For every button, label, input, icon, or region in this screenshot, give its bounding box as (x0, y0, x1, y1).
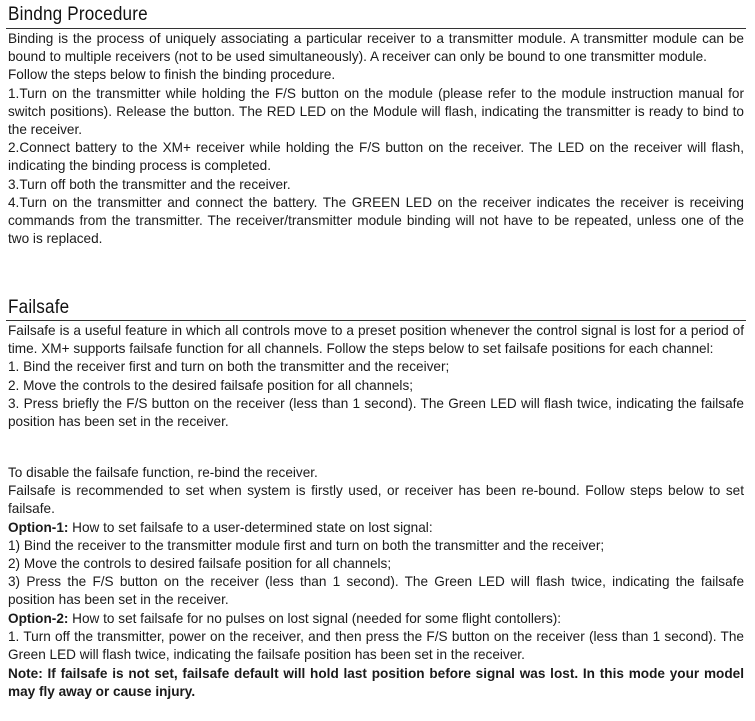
failsafe-body-2 (8, 464, 744, 610)
option1-desc: How to set failsafe to a user-determined state on lost signal: (68, 519, 433, 535)
failsafe-step-1: 1. Bind the receiver first and turn on both the transmitter and the receiver; (8, 359, 450, 375)
option2-heading (8, 610, 744, 628)
option1-heading (8, 519, 744, 537)
failsafe-title: Failsafe (8, 297, 70, 318)
option2-step-1: 1. Turn off the transmitter, power on the receiver, and then press the F/S button on the receiver (less than 1 second). The Green LED will flash twice, indicating the failsafe position has been set in the receiver. (8, 629, 744, 663)
failsafe-step-3: 3. Press briefly the F/S button on the receiver (less than 1 second). The Green LED will flash twice, indicating the failsafe position has been set in the receiver. (8, 395, 744, 430)
failsafe-intro: Failsafe is a useful feature in which all controls move to a preset position whenever the control signal is lost for a period of time. XM+ supports failsafe function for all channels. Follow the steps below to set failsafe positions for each channel: (8, 323, 744, 357)
failsafe-body (8, 322, 744, 431)
option2-label: Option-2: (8, 611, 69, 626)
failsafe-recommend: Failsafe is recommended to set when system is firstly used, or receiver has been re-bound. Follow steps below to set failsafe. (8, 483, 744, 517)
binding-step-2: 2.Connect battery to the XM+ receiver while holding the F/S button on the receiver. The LED on the receiver will flash, indicating the binding process is completed. (8, 140, 744, 174)
binding-intro: Binding is the process of uniquely associating a particular receiver to a transmitter module. A transmitter module can be bound to multiple receivers (not to be used simultaneously). A receiver can only be bound to one transmitter module. (8, 31, 744, 65)
binding-title-rule (6, 28, 746, 29)
option1-step-2: 2) Move the controls to desired failsafe position for all channels; (8, 556, 392, 572)
failsafe-title-rule (6, 320, 746, 321)
binding-step-3: 3.Turn off both the transmitter and the receiver. (8, 176, 291, 192)
binding-follow: Follow the steps below to finish the binding procedure. (8, 67, 336, 83)
binding-body (8, 30, 744, 248)
failsafe-note: Note: If failsafe is not set, failsafe default will hold last position before signal was lost. In this mode your model may fly away or cause injury. (8, 665, 744, 699)
option1-step-1: 1) Bind the receiver to the transmitter module first and turn on both the transmitter and the receiver; (8, 537, 605, 553)
binding-step-1: 1.Turn on the transmitter while holding the F/S button on the module (please refer to the module instruction manual for switch positions). Release the button. The RED LED on the Module will flash, indicating the transmitter is ready to bind to the receiver. (8, 85, 744, 138)
binding-title: Bindng Procedure (8, 4, 148, 25)
failsafe-disable: To disable the failsafe function, re-bind the receiver. (8, 465, 318, 480)
failsafe-step-2: 2. Move the controls to the desired failsafe position for all channels; (8, 377, 414, 393)
option2-desc: How to set failsafe for no pulses on lost signal (needed for some flight contollers): (68, 611, 562, 626)
option1-step-3: 3) Press the F/S button on the receiver (less than 1 second). The Green LED will flash twice, indicating the failsafe position has been set in the receiver. (8, 574, 744, 608)
binding-step-4: 4.Turn on the transmitter and connect the battery. The GREEN LED on the receiver indicates the receiver is receiving commands from the transmitter. The receiver/transmitter module binding will not have to be repeated, unless one of the two is replaced. (8, 194, 744, 247)
option1-label: Option-1: (8, 519, 69, 535)
failsafe-body-3 (8, 610, 744, 701)
